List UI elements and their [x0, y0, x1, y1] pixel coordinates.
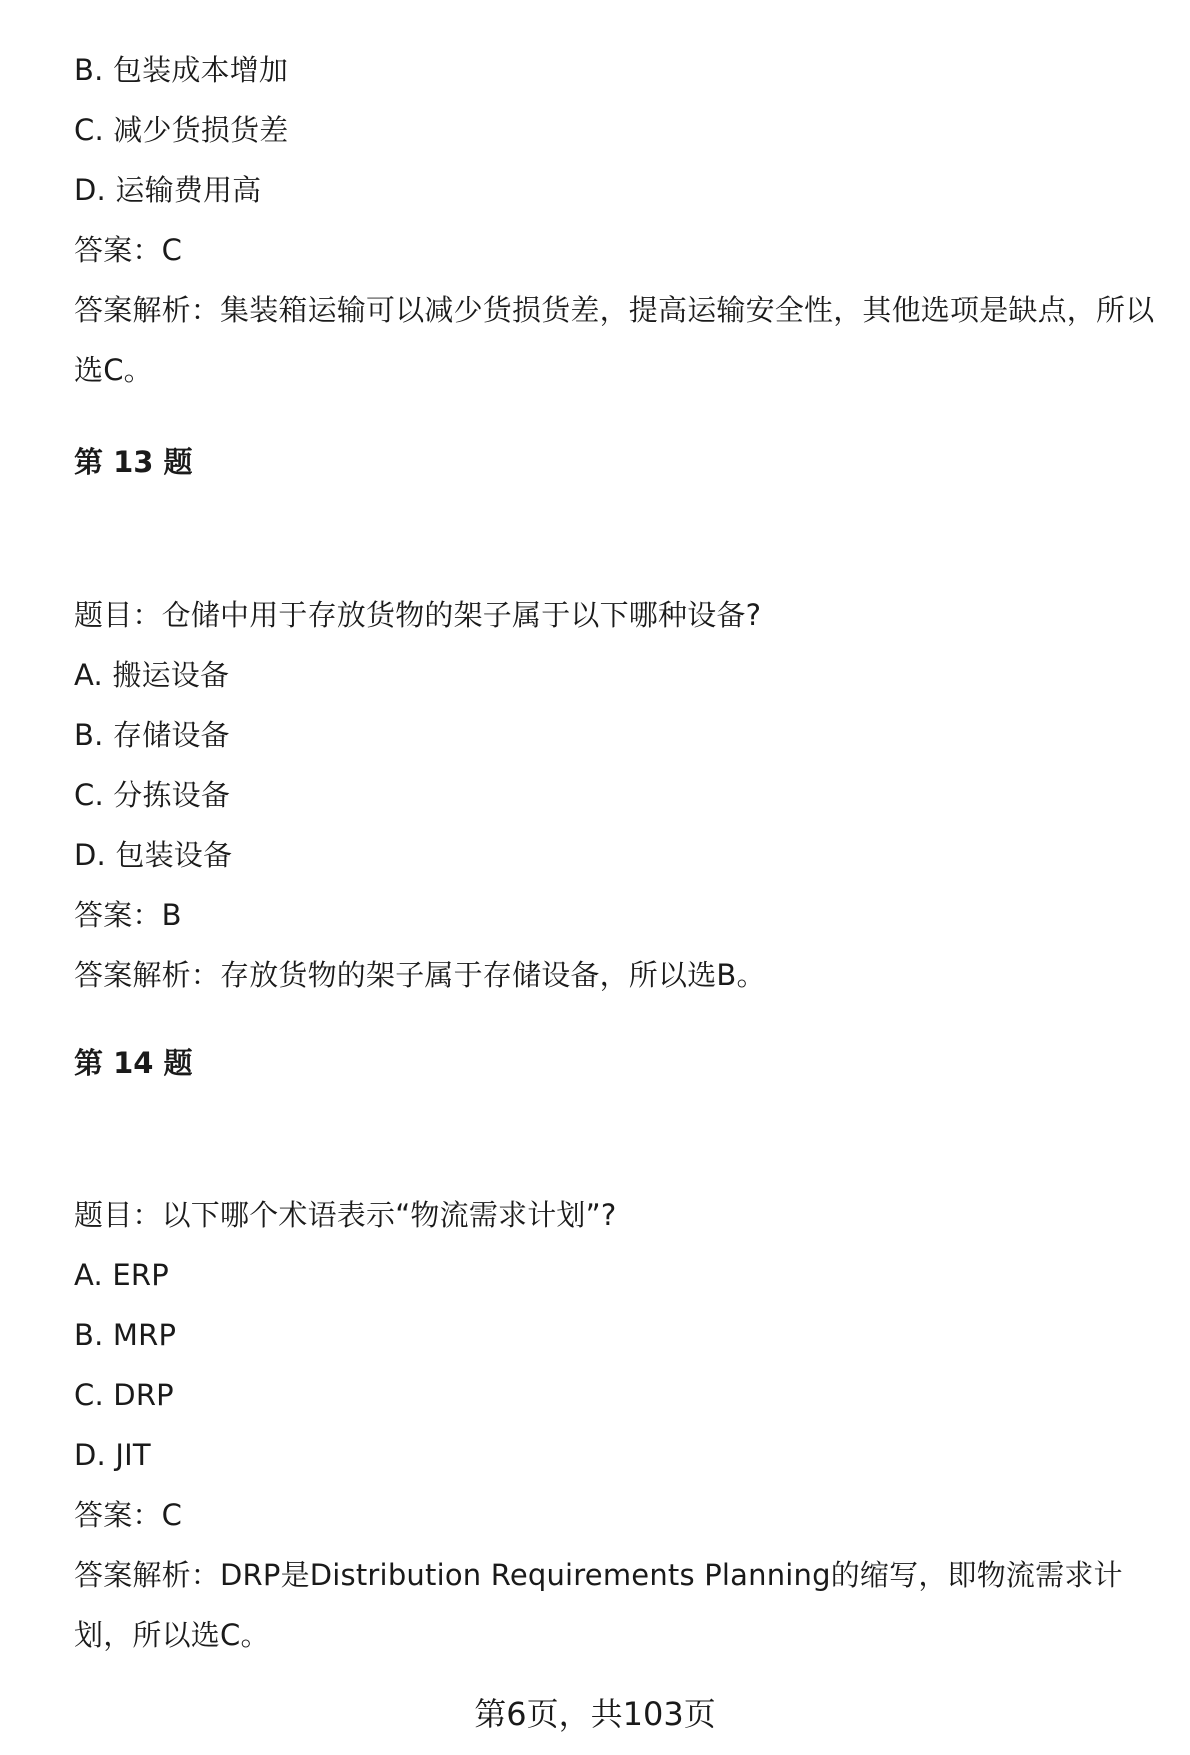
q14-option-d: D. JIT	[74, 1438, 151, 1472]
q12-explanation: 答案解析：集装箱运输可以减少货损货差，提高运输安全性，其他选项是缺点，所以选C。	[74, 293, 1155, 387]
q12-option-b: B. 包装成本增加	[74, 53, 289, 87]
q12-option-c: C. 减少货损货差	[74, 113, 289, 147]
q13-heading: 第 13 题	[74, 445, 193, 479]
q14-question: 题目：以下哪个术语表示“物流需求计划”?	[74, 1198, 617, 1232]
q13-option-c: C. 分拣设备	[74, 778, 231, 812]
q14-explanation: 答案解析：DRP是Distribution Requirements Planning的缩写，即物流需求计划，所以选C。	[74, 1558, 1123, 1652]
q12-option-d: D. 运输费用高	[74, 173, 262, 207]
page-number-footer: 第6页，共103页	[474, 1695, 716, 1733]
q14-answer: 答案：C	[74, 1498, 183, 1532]
q13-answer: 答案：B	[74, 898, 182, 932]
q14-option-a: A. ERP	[74, 1258, 169, 1292]
q13-option-d: D. 包装设备	[74, 838, 233, 872]
q14-heading: 第 14 题	[74, 1046, 193, 1080]
q12-answer: 答案：C	[74, 233, 183, 267]
q14-option-c: C. DRP	[74, 1378, 174, 1412]
q13-option-b: B. 存储设备	[74, 718, 230, 752]
q13-explanation: 答案解析：存放货物的架子属于存储设备，所以选B。	[74, 958, 766, 992]
q14-option-b: B. MRP	[74, 1318, 177, 1352]
q13-option-a: A. 搬运设备	[74, 658, 230, 692]
q13-question: 题目：仓储中用于存放货物的架子属于以下哪种设备?	[74, 598, 762, 632]
